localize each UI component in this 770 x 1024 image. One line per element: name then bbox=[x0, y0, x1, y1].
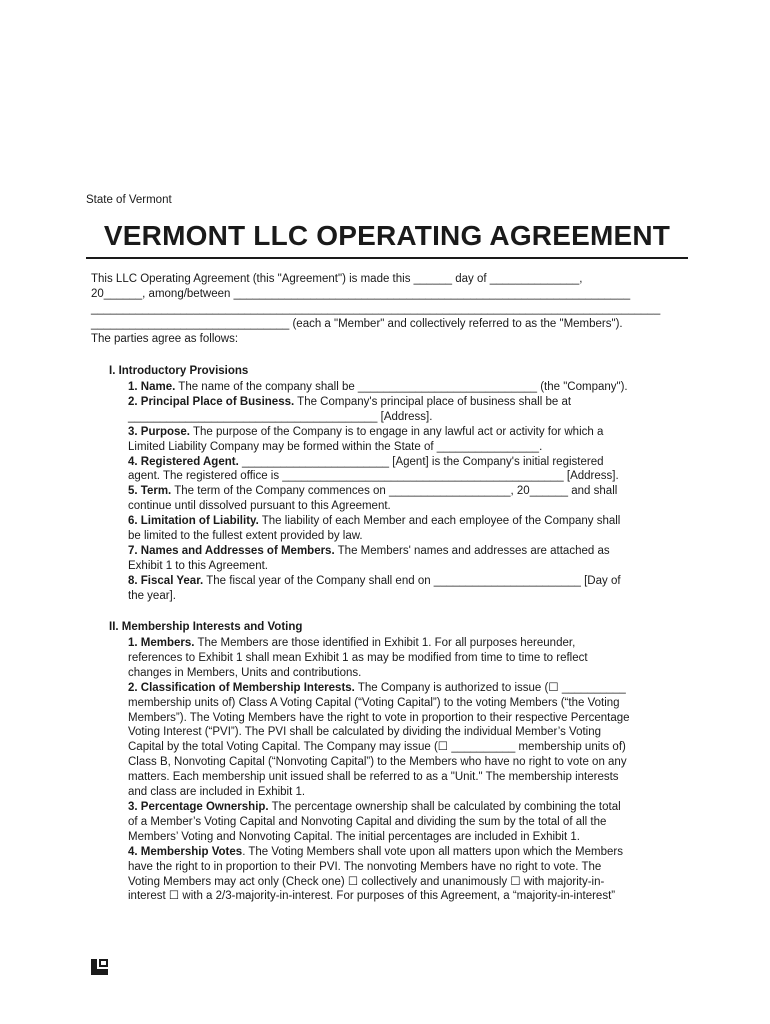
clause-line bbox=[128, 785, 688, 800]
clause-line bbox=[128, 681, 688, 696]
clause-text: membership units of) Class A Voting Capital (“Voting Capital”) to the voting Members (“the Voting bbox=[128, 696, 620, 709]
intro-paragraph bbox=[91, 272, 691, 347]
clause-line bbox=[128, 696, 688, 711]
clause-text: The Company is authorized to issue (☐ __________ bbox=[354, 681, 626, 694]
clause-label: 4. Registered Agent. bbox=[128, 455, 239, 468]
clause-label: 4. Membership Votes bbox=[128, 845, 243, 858]
clause-text: Members”). The Voting Members have the right to vote in proportion to their respective Percentage bbox=[128, 711, 630, 724]
clause-label: 3. Percentage Ownership. bbox=[128, 800, 269, 813]
clause-line bbox=[128, 815, 688, 830]
clause-line bbox=[128, 559, 688, 574]
clause-label: 5. Term. bbox=[128, 485, 172, 498]
clause-text: The Members' names and addresses are attached as bbox=[334, 544, 610, 557]
clause-line bbox=[128, 544, 688, 559]
clause-text: The name of the company shall be ____________________________ (the "Company"). bbox=[175, 381, 628, 393]
section-1-items bbox=[128, 380, 688, 604]
state-label: State of Vermont bbox=[86, 194, 172, 206]
clause-line bbox=[128, 410, 688, 425]
intro-line: The parties agree as follows: bbox=[91, 332, 239, 345]
clause-line bbox=[128, 455, 688, 470]
clause-line bbox=[128, 514, 688, 529]
clause-line bbox=[128, 889, 688, 904]
clause-line bbox=[128, 574, 688, 589]
intro-line: 20______, among/between ______________________________________________________________ bbox=[91, 287, 631, 300]
clause-text: The term of the Company commences on ___________________, 20______ and shall bbox=[171, 485, 618, 498]
clause-line bbox=[128, 845, 688, 860]
clause-text: and class are included in Exhibit 1. bbox=[128, 786, 306, 799]
clause-line bbox=[128, 711, 688, 726]
clause-line bbox=[128, 725, 688, 740]
clause-line bbox=[128, 589, 688, 604]
clause-text: The purpose of the Company is to engage in any lawful act or activity for which a bbox=[190, 425, 604, 438]
clause-line bbox=[128, 830, 688, 845]
clause-line bbox=[128, 395, 688, 410]
clause-line bbox=[128, 740, 688, 755]
section-2-items bbox=[128, 636, 688, 904]
clause-line bbox=[128, 666, 688, 681]
clause-line bbox=[128, 860, 688, 875]
clause-label: 1. Members. bbox=[128, 637, 195, 649]
clause-text: Voting Interest (“PVI”). The PVI shall be calculated by dividing the individual Member’s Voting bbox=[128, 726, 602, 739]
clause-line bbox=[128, 755, 688, 770]
document-title: VERMONT LLC OPERATING AGREEMENT bbox=[86, 220, 688, 259]
clause-label: 3. Purpose. bbox=[128, 425, 190, 438]
clause-text: Members’ Voting and Nonvoting Capital. The initial percentages are included in Exhibit 1. bbox=[128, 830, 580, 843]
clause-text: The Members are those identified in Exhibit 1. For all purposes hereunder, bbox=[194, 637, 576, 649]
intro-line: _________________________________________________________________________________________ bbox=[91, 302, 661, 315]
section-heading-introductory-provisions: I. Introductory Provisions bbox=[109, 365, 249, 377]
clause-line bbox=[128, 484, 688, 499]
section-heading-membership-interests: II. Membership Interests and Voting bbox=[109, 621, 303, 633]
clause-text: interest ☐ with a 2/3-majority-in-interest. For purposes of this Agreement, a “majority-in-interest” bbox=[128, 890, 616, 903]
clause-line bbox=[128, 469, 688, 484]
clause-text: _______________________ [Agent] is the Company's initial registered bbox=[238, 455, 604, 468]
clause-label: 2. Principal Place of Business. bbox=[128, 395, 295, 408]
clause-text: The percentage ownership shall be calculated by combining the total bbox=[268, 800, 621, 813]
clause-text: matters. Each membership unit issued shall be referred to as a "Unit." The membership interests bbox=[128, 771, 619, 784]
clause-line bbox=[128, 499, 688, 514]
clause-text: of a Member’s Voting Capital and Nonvoting Capital and dividing the sum by the total of all the bbox=[128, 815, 607, 828]
clause-text: Voting Members may act only (Check one) ☐ collectively and unanimously ☐ with majority-in- bbox=[128, 875, 605, 888]
clause-text: changes in Members, Units and contributions. bbox=[128, 666, 362, 679]
clause-label: 8. Fiscal Year. bbox=[128, 574, 204, 587]
clause-text: . The Voting Members shall vote upon all matters upon which the Members bbox=[242, 845, 623, 858]
clause-label: 6. Limitation of Liability. bbox=[128, 515, 259, 528]
clause-label: 1. Name. bbox=[128, 381, 176, 393]
clause-line bbox=[128, 800, 688, 815]
clause-text: have the right to in proportion to their PVI. The nonvoting Members have no right to vote. The bbox=[128, 860, 602, 873]
clause-line bbox=[128, 770, 688, 785]
clause-line bbox=[128, 875, 688, 890]
clause-text: _______________________________________ [Address]. bbox=[128, 410, 433, 423]
clause-label: 7. Names and Addresses of Members. bbox=[128, 544, 335, 557]
clause-line bbox=[128, 651, 688, 666]
clause-text: agent. The registered office is ____________________________________________ [Address]. bbox=[128, 470, 619, 483]
clause-text: The fiscal year of the Company shall end on _______________________ [Day of bbox=[203, 574, 621, 587]
clause-label: 2. Classification of Membership Interests. bbox=[128, 681, 355, 694]
clause-text: Limited Liability Company may be formed within the State of ________________. bbox=[128, 440, 543, 453]
intro-line: _______________________________ (each a "Member" and collectively referred to as the "Members"). bbox=[91, 317, 623, 330]
clause-line bbox=[128, 440, 688, 455]
clause-text: Class B, Nonvoting Capital (“Nonvoting Capital”) to the Members who have no right to vote on any bbox=[128, 756, 627, 769]
clause-text: references to Exhibit 1 shall mean Exhibit 1 as may be modified from time to time to reflect bbox=[128, 651, 588, 664]
clause-line bbox=[128, 380, 688, 395]
clause-line bbox=[128, 636, 688, 651]
clause-text: continue until dissolved pursuant to this Agreement. bbox=[128, 500, 391, 513]
clause-text: Exhibit 1 to this Agreement. bbox=[128, 559, 268, 572]
intro-line: This LLC Operating Agreement (this "Agreement") is made this ______ day of ______________, bbox=[91, 273, 583, 285]
clause-line bbox=[128, 425, 688, 440]
clause-text: The Company's principal place of business shall be at bbox=[294, 395, 572, 408]
clause-text: be limited to the fullest extent provided by law. bbox=[128, 530, 363, 543]
clause-line bbox=[128, 529, 688, 544]
legal-templates-logo-icon bbox=[90, 957, 110, 977]
clause-text: the year]. bbox=[128, 589, 176, 602]
clause-text: Capital by the total Voting Capital. The Company may issue (☐ __________ membership units of) bbox=[128, 741, 626, 754]
clause-text: The liability of each Member and each employee of the Company shall bbox=[258, 515, 621, 528]
